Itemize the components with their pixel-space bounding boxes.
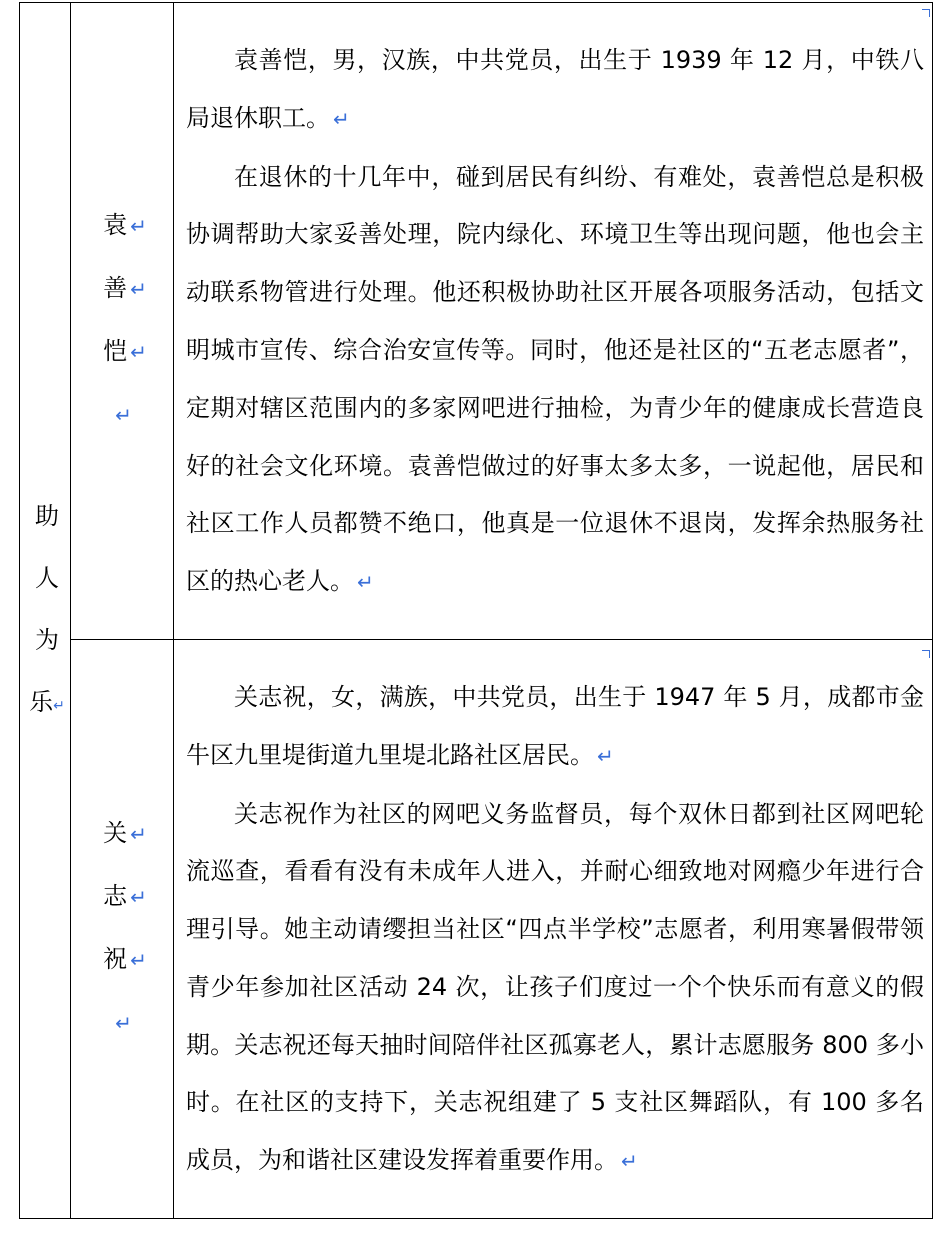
- category-cell: [20, 3, 71, 1219]
- empty-paragraph: [71, 383, 173, 449]
- cell-end-mark-icon: [922, 650, 930, 658]
- category-char-last: 乐↵: [29, 687, 65, 716]
- paragraph: 在退休的十几年中，碰到居民有纠纷、有难处，袁善恺总是积极协调帮助大家妥善处理，院内绿化、环境卫生等出现问题，他也会主动联系物管进行处理。他还积极协助社区开展各项服务活动，包括文明城市宣传、综合治安宣传等。同时，他还是社区的“五老志愿者”，定期对辖区范围内的多家网吧进行抽检，为青少年的健康成长营造良好的社会文化环境。袁善恺做过的好事太多太多，一说起他，居民和社区工作人员都赞不绝口，他真是一位退休不退岗，发挥余热服务社区的热心老人。 ↵: [186, 162, 924, 596]
- name-char: 关 ↵: [103, 818, 147, 847]
- cell-end-mark-icon: [922, 9, 930, 17]
- name-cell: [71, 3, 174, 640]
- category-char: 助: [35, 501, 59, 530]
- paragraph-mark-icon: ↵: [115, 402, 132, 427]
- empty-paragraph: [71, 991, 173, 1057]
- table-row: [20, 3, 933, 640]
- content-cell: [174, 640, 933, 1219]
- name-char: 祝 ↵: [103, 944, 147, 973]
- paragraph-mark-icon: ↵: [357, 570, 374, 595]
- paragraph-mark-icon: ↵: [130, 821, 147, 846]
- paragraph-mark-icon: ↵: [130, 213, 147, 238]
- category-char: 为: [35, 625, 59, 654]
- paragraph-mark-icon: ↵: [621, 1149, 638, 1174]
- name-cell: [71, 640, 174, 1219]
- content-cell: [174, 3, 933, 640]
- honoree-table: [19, 2, 933, 1219]
- category-char: 人: [35, 563, 59, 592]
- paragraph-mark-icon: ↵: [130, 339, 147, 364]
- paragraph-mark-icon: ↵: [333, 106, 350, 131]
- name-char: 志 ↵: [103, 881, 147, 910]
- paragraph-mark-icon: ↵: [130, 947, 147, 972]
- paragraph-mark-icon: ↵: [53, 697, 65, 714]
- name-char: 袁 ↵: [103, 210, 147, 239]
- name-char: 善 ↵: [103, 273, 147, 302]
- paragraph: 关志祝，女，满族，中共党员，出生于 1947 年 5 月，成都市金牛区九里堤街道九里堤北路社区居民。 ↵: [186, 682, 924, 769]
- paragraph-mark-icon: ↵: [597, 743, 614, 768]
- paragraph-mark-icon: ↵: [115, 1010, 132, 1035]
- paragraph-mark-icon: ↵: [130, 276, 147, 301]
- paragraph: 袁善恺，男，汉族，中共党员，出生于 1939 年 12 月，中铁八局退休职工。 ↵: [186, 46, 924, 132]
- table-row: [20, 640, 933, 1219]
- name-char: 恺 ↵: [103, 336, 147, 365]
- paragraph-mark-icon: ↵: [130, 884, 147, 909]
- paragraph: 关志祝作为社区的网吧义务监督员，每个双休日都到社区网吧轮流巡查，看看有没有未成年人进入，并耐心细致地对网瘾少年进行合理引导。她主动请缨担当社区“四点半学校”志愿者，利用寒暑假带领青少年参加社区活动 24 次，让孩子们度过一个个快乐而有意义的假期。关志祝还每天抽时间陪伴社区孤寡老人，累计志愿服务 800 多小时。在社区的支持下，关志祝组建了 5 支社区舞蹈队，有 100 多名成员，为和谐社区建设发挥着重要作用。 ↵: [186, 799, 924, 1175]
